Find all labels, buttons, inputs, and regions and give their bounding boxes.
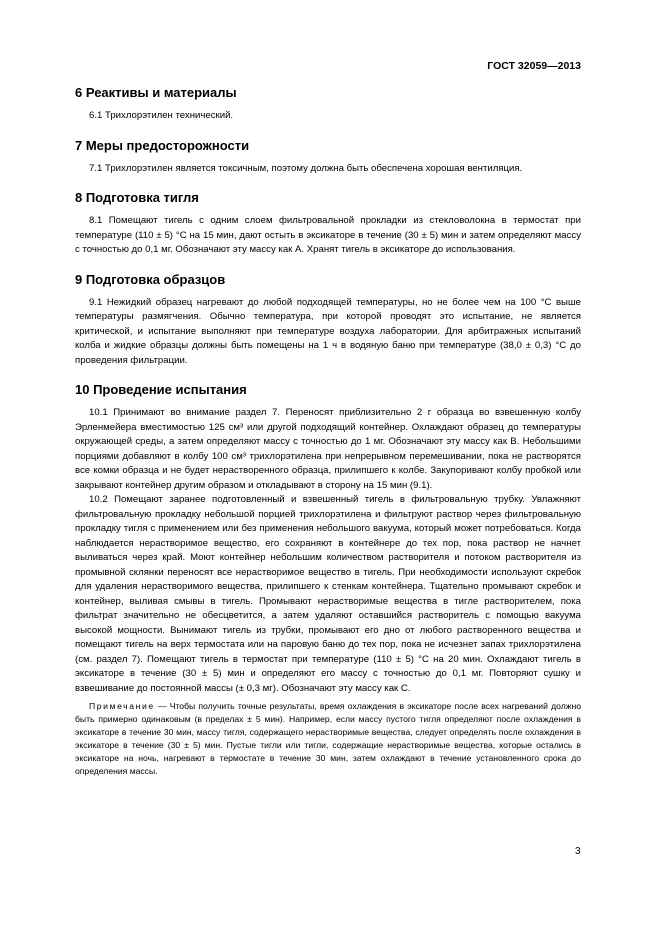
section-10 (75, 382, 581, 778)
section-heading: 6 Реактивы и материалы (75, 85, 237, 100)
section-heading: 9 Подготовка образцов (75, 271, 226, 287)
paragraph: 8.1 Помещают тигель с одним слоем фильтровальной прокладки из стекловолокна в термостат при температуре (110 ± 5) °С на 15 мин, дают остыть в эксикаторе в течение (30 ± 5) мин и затем определяют массу с точностью до 0,1 мг. Обозначают эту массу как А. Хранят тигель в эксикаторе до использования. (75, 215, 581, 255)
paragraph: 10.1 Принимают во внимание раздел 7. Переносят приблизительно 2 г образца во взвешенную колбу Эрленмейера вместимостью 125 см³ или другой подходящий контейнер. Охлаждают образец до температуры окружающей среды, а затем определяют массу с точностью до 1 мг. Обозначают эту массу как В. Небольшими порциями добавляют в колбу 100 см³ трихлорэтилена при непрерывном перемешивании, пока не растворятся все комки образца и не будет нерастворенного образца, прилипшего к колбе. Закупоривают колбу пробкой или закрывают контейнер другим образом и откладывают в сторону на 15 мин (9.1). (75, 407, 581, 491)
section-heading: 7 Меры предосторожности (75, 137, 250, 153)
paragraph: 9.1 Нежидкий образец нагревают до любой подходящей температуры, но не более чем на 100 °С выше температуры размягчения. Обычно температура, при которой проводят это испытание, не является критической, и испытание выполняют при температуре воздуха лаборатории. Для арбитражных испытаний колба и жидкие образцы должны быть помещены на 1 ч в водяную баню при температуре (38,0 ± 0,3) °С до проведения фильтрации. (75, 296, 581, 366)
page-number: 3 (575, 846, 581, 857)
document-body (75, 85, 581, 778)
section-8 (75, 190, 581, 258)
section-6 (75, 85, 581, 124)
paragraph: 10.2 Помещают заранее подготовленный и взвешенный тигель в фильтровальную трубку. Увлажняют фильтровальную прокладку небольшой порцией трихлорэтилена и фильтруют раствор через фильтровальную прокладку тигля с применением или без применения небольшого вакуума, который может потребоваться. Когда наблюдается нерастворимое вещество, его сохраняют в контейнере до тех пор, пока раствор не начнет выливаться через край. Моют контейнер небольшим количеством растворителя и потоком растворителя из промывной склянки переносят все нерастворимое вещество в тигель. При необходимости используют скребок для удаления нерастворимого вещества, прилипшего к стенкам контейнера. Тщательно промывают скребок и контейнер, выливая смывы в тигель. Промывают нерастворимые вещества в тигле растворителем, пока фильтрат значительно не обесцветится, а затем удаляют оставшийся растворитель с помощью вакуума высокой мощности. Вынимают тигель из трубки, промывают его дно от любого растворенного вещества и помещают тигель на верх термостата или на паровую баню до тех пор, пока не исчезнет запах трихлорэтилена (см. раздел 7). Помещают тигель в термостат при температуре (110 ± 5) °С на 20 мин. Охлаждают тигель в эксикаторе в течение (30 ± 5) мин и определяют его массу с точностью до 0,1 мг. Повторяют сушку и взвешивание до постоянной массы (± 0,3 мг). Обозначают эту массу как С. (75, 494, 581, 694)
section-heading: 10 Проведение испытания (75, 382, 247, 397)
note (75, 700, 581, 778)
standard-number: ГОСТ 32059—2013 (487, 60, 581, 72)
section-heading: 8 Подготовка тигля (75, 190, 199, 205)
paragraph: 6.1 Трихлорэтилен технический. (89, 110, 234, 121)
paragraph: 7.1 Трихлорэтилен является токсичным, поэтому должна быть обеспечена хорошая вентиляция. (89, 162, 523, 174)
section-9 (75, 272, 581, 369)
note-label: Примечание (89, 701, 155, 711)
note-text: — Чтобы получить точные результаты, время охлаждения в эксикаторе после всех нагреваний должно быть примерно одинаковым (в пределах ± 5 мин). Например, если массу пустого тигля определяют после охлаждения в эксикаторе в течение 30 мин, массу тигля, содержащего нерастворимые вещества, следует определять после охлаждения в эксикаторе в течение (30 ± 5) мин. Пустые тигли или тигли, содержащие нерастворимые вещества, которые остались в эксикаторе на ночь, нагревают в термостате в течение 30 мин, затем охлаждают в течение установленного срока до определения массы. (75, 701, 581, 776)
section-7 (75, 138, 581, 177)
